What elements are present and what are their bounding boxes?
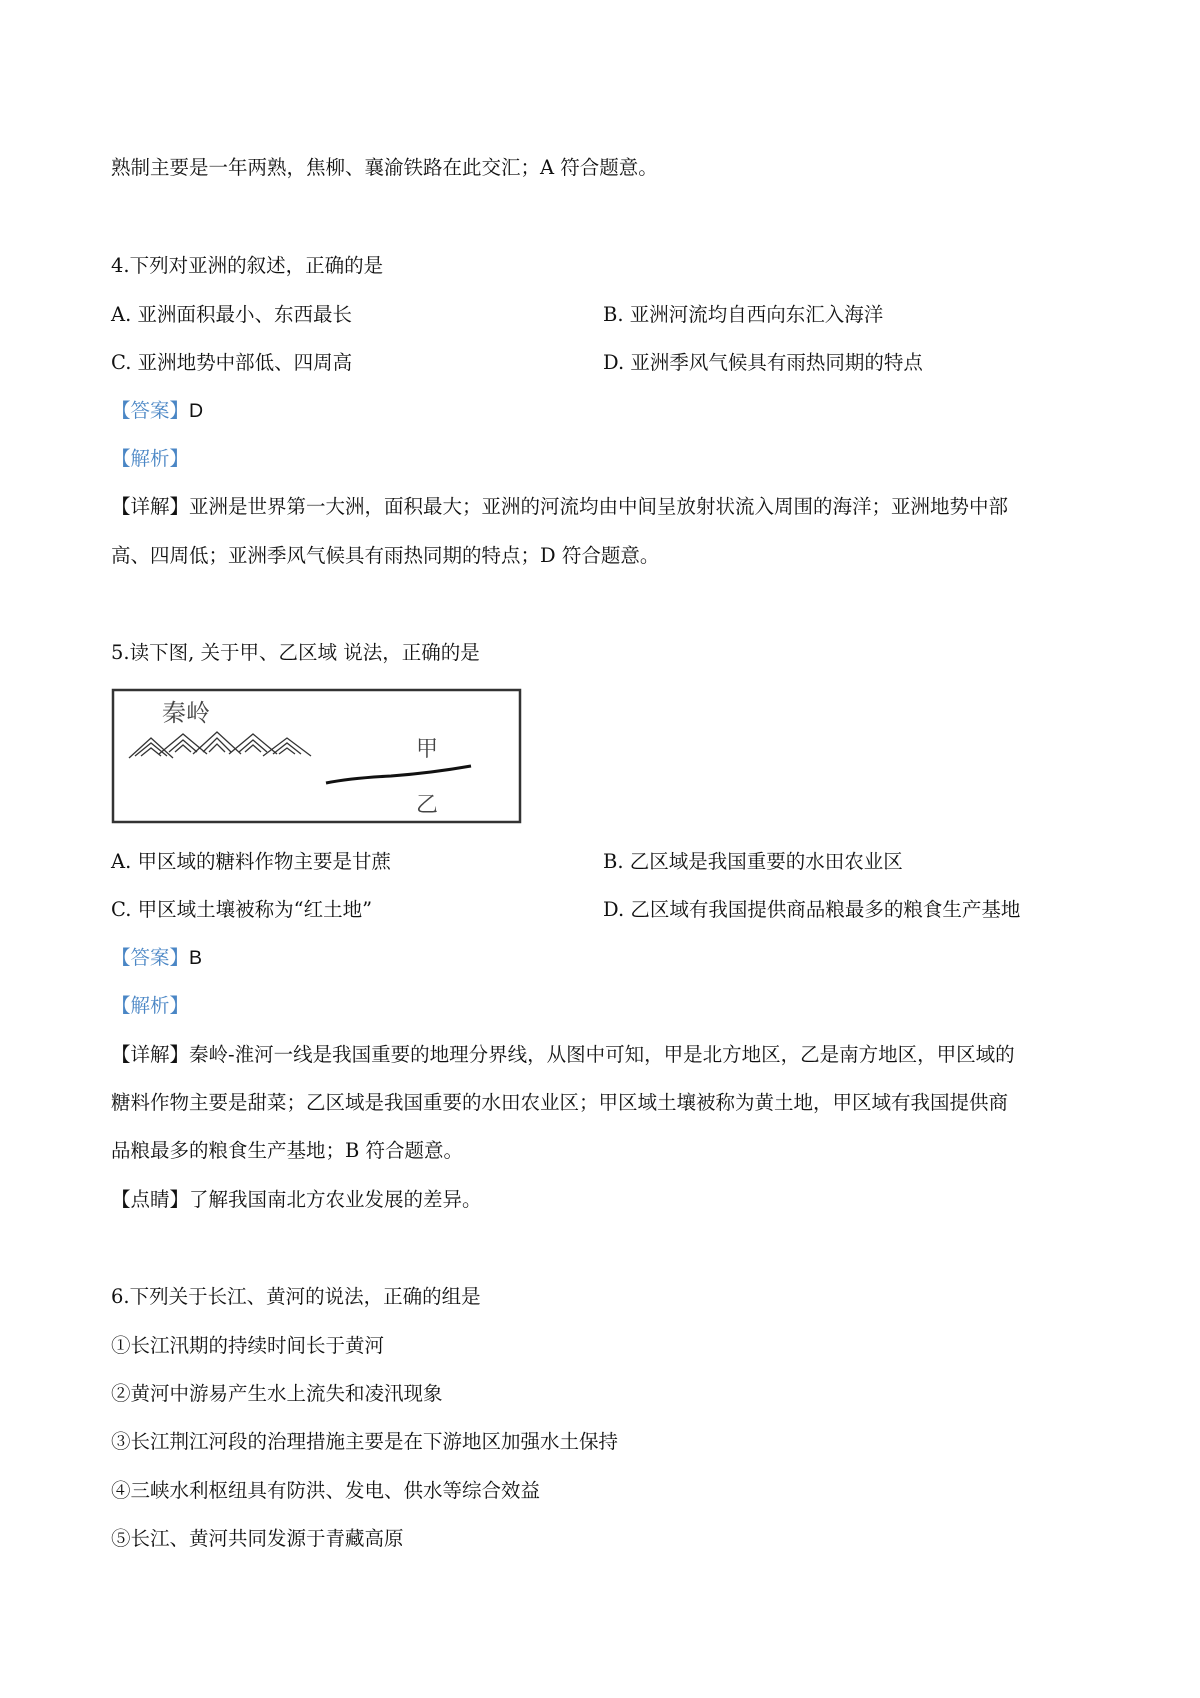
q5-tip-tag: 【点睛】 (111, 1188, 190, 1211)
q4-stem: 4.下列对亚洲的叙述，正确的是 (111, 254, 384, 277)
q5-detail-text-1: 秦岭-淮河一线是我国重要的地理分界线，从图中可知，甲是北方地区，乙是南方地区，甲区域的 (189, 1043, 1015, 1066)
region-south-label: 乙 (416, 793, 439, 818)
mountain-label: 秦岭 (162, 699, 210, 727)
q5-option-a: A. 甲区域的糖料作物主要是甘蔗 (111, 850, 391, 873)
q4-option-c: C. 亚洲地势中部低、四周高 (111, 351, 353, 374)
q5-tip (111, 1187, 482, 1213)
q4-answer (111, 398, 203, 424)
q4-answer-tag: 【答案】 (111, 399, 190, 422)
q5-detail-tag: 【详解】 (111, 1043, 190, 1066)
q4-answer-value: D (189, 400, 204, 422)
previous-answer-tail: 熟制主要是一年两熟，焦柳、襄渝铁路在此交汇；A 符合题意。 (111, 156, 658, 179)
q4-option-a: A. 亚洲面积最小、东西最长 (111, 303, 352, 326)
q6-item-3: ③长江荆江河段的治理措施主要是在下游地区加强水土保持 (111, 1430, 619, 1453)
q4-detail-line-1 (111, 494, 1008, 520)
q5-answer (111, 945, 202, 971)
q4-detail-tag: 【详解】 (111, 495, 190, 518)
q4-analysis-tag: 【解析】 (111, 447, 190, 470)
qinling-huaihe-figure (111, 688, 522, 824)
q4-detail-text-1: 亚洲是世界第一大洲，面积最大；亚洲的河流均由中间呈放射状流入周围的海洋；亚洲地势中部 (189, 495, 1009, 518)
q5-tip-text: 了解我国南北方农业发展的差异。 (189, 1188, 482, 1211)
q6-item-5: ⑤长江、黄河共同发源于青藏高原 (111, 1527, 404, 1550)
q5-option-c: C. 甲区域土壤被称为“红土地” (111, 898, 373, 921)
q5-analysis-tag: 【解析】 (111, 994, 190, 1017)
q4-detail-line-2: 高、四周低；亚洲季风气候具有雨热同期的特点；D 符合题意。 (111, 544, 660, 567)
q5-detail-line-1 (111, 1042, 1015, 1068)
q5-detail-line-2: 糖料作物主要是甜菜；乙区域是我国重要的水田农业区；甲区域土壤被称为黄土地，甲区域有我国提供商 (111, 1091, 1009, 1114)
q4-option-b: B. 亚洲河流均自西向东汇入海洋 (603, 303, 884, 326)
q6-stem: 6.下列关于长江、黄河的说法，正确的组是 (111, 1285, 481, 1308)
q4-option-d: D. 亚洲季风气候具有雨热同期的特点 (603, 351, 923, 374)
q6-item-1: ①长江汛期的持续时间长于黄河 (111, 1334, 385, 1357)
region-north-label: 甲 (416, 737, 439, 762)
q6-item-2: ②黄河中游易产生水上流失和凌汛现象 (111, 1382, 443, 1405)
q5-answer-tag: 【答案】 (111, 946, 190, 969)
q5-option-d: D. 乙区域有我国提供商品粮最多的粮食生产基地 (603, 898, 1021, 921)
q5-answer-value: B (189, 947, 203, 969)
q5-stem: 5.读下图, 关于甲、乙区域 说法，正确的是 (111, 641, 480, 664)
q5-detail-line-3: 品粮最多的粮食生产基地；B 符合题意。 (111, 1139, 464, 1162)
q5-option-b: B. 乙区域是我国重要的水田农业区 (603, 850, 903, 873)
q6-item-4: ④三峡水利枢纽具有防洪、发电、供水等综合效益 (111, 1479, 541, 1502)
